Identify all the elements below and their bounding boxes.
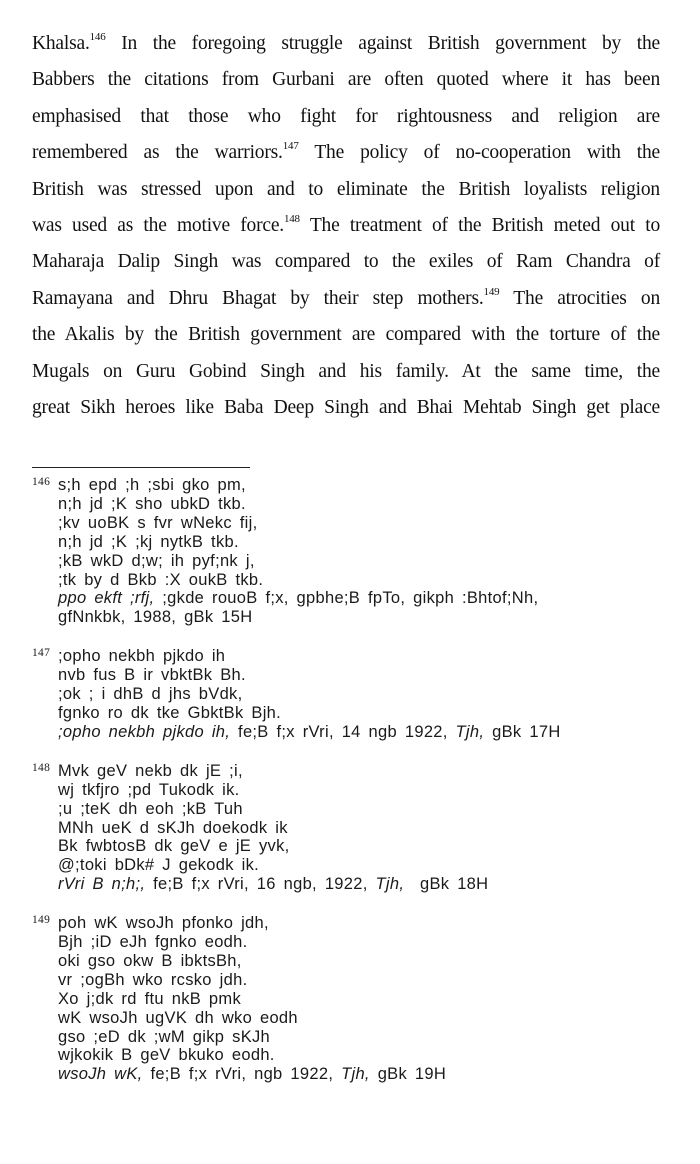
body-text-segment: The treatment of the British meted out to: [299, 214, 660, 236]
footnote-reference[interactable]: 149: [483, 285, 500, 298]
body-text-segment: Maharaja Dalip Singh was compared to the exiles of Ram Chandra of: [32, 251, 660, 273]
footnote-line: fgnko ro dk tke GbktBk Bjh.: [58, 703, 282, 722]
body-line: [32, 208, 660, 244]
footnote-divider: [32, 467, 250, 468]
body-text-segment: remembered as the warriors.: [32, 142, 283, 164]
footnote-line: nvb fus B ir vbktBk Bh.: [58, 666, 246, 685]
body-line: [32, 281, 660, 317]
citation-title: ppo ekft ;rfj,: [58, 589, 155, 608]
body-text-segment: was used as the motive force.: [32, 214, 284, 236]
footnote-line: n;h jd ;K ;kj nytkB tkb.: [58, 532, 239, 551]
body-line: [32, 62, 660, 98]
footnote-line: ;kB wkD d;w; ih pyf;nk j,: [58, 551, 255, 570]
body-paragraph: [32, 26, 660, 426]
body-line: [32, 99, 660, 135]
body-text-segment: the Akalis by the British government are compared with the torture of the: [32, 324, 660, 346]
citation-source: Tjh,: [341, 1065, 370, 1084]
footnote-citation-line: [58, 875, 692, 894]
footnote-line: Bjh ;iD eJh fgnko eodh.: [58, 933, 248, 952]
footnote-147: [32, 647, 692, 742]
body-line: [32, 317, 660, 353]
footnote-line: wK wsoJh ugVK dh wko eodh: [58, 1008, 298, 1027]
body-line: [32, 244, 660, 280]
body-line: [32, 390, 660, 426]
footnote-line: Xo j;dk rd ftu nkB pmk: [58, 989, 241, 1008]
citation-title: rVri B n;h;,: [58, 875, 146, 894]
citation-title: wsoJh wK,: [58, 1065, 143, 1084]
footnote-line: ;tk by d Bkb :X oukB tkb.: [58, 570, 264, 589]
body-text-segment: The policy of no-cooperation with the: [298, 142, 660, 164]
citation-details: ;gkde rouoB f;x, gpbhe;B fpTo, gikph :Bhtof;Nh,: [154, 589, 539, 608]
footnote-citation-line: [58, 723, 692, 742]
footnote-reference[interactable]: 147: [282, 140, 299, 153]
footnote-number: 147: [32, 647, 51, 660]
footnote-148: [32, 762, 692, 894]
footnote-line: ;opho nekbh pjkdo ih: [58, 647, 226, 666]
footnote-line: oki gso okw B ibktsBh,: [58, 951, 242, 970]
footnote-line: MNh ueK d sKJh doekodk ik: [58, 818, 288, 837]
footnote-line: ;kv uoBK s fvr wNekc fij,: [58, 513, 258, 532]
footnote-line: vr ;ogBh wko rcsko jdh.: [58, 970, 248, 989]
citation-page: gBk 19H: [369, 1065, 447, 1084]
body-text-segment: Ramayana and Dhru Bhagat by their step mothers.: [32, 287, 484, 309]
footnote-citation-line: [58, 1065, 692, 1084]
footnote-line: wj tkfjro ;pd Tukodk ik.: [58, 780, 240, 799]
footnote-line: ;ok ; i dhB d jhs bVdk,: [58, 685, 243, 704]
footnote-reference[interactable]: 146: [89, 31, 106, 43]
citation-source: Tjh,: [375, 875, 405, 894]
body-line: [32, 172, 660, 208]
footnote-line: ;u ;teK dh eoh ;kB Tuh: [58, 799, 243, 818]
body-text-segment: Mugals on Guru Gobind Singh and his family. At the same time, the: [32, 360, 660, 382]
footnote-line: s;h epd ;h ;sbi gko pm,: [58, 476, 246, 494]
footnote-line: Bk fwbtosB dk geV e jE yvk,: [58, 837, 290, 856]
footnote-number: 148: [32, 761, 51, 774]
citation-page: gBk 17H: [484, 722, 561, 741]
footnote-number: 146: [32, 476, 51, 488]
body-text-segment: great Sikh heroes like Baba Deep Singh and Bhai Mehtab Singh get place: [32, 396, 660, 418]
footnote-citation-line: [58, 589, 692, 608]
citation-title: ;opho nekbh pjkdo ih,: [58, 722, 231, 741]
footnotes-section: [32, 476, 692, 1104]
footnote-146: [32, 476, 692, 627]
citation-details: fe;B f;x rVri, 16 ngb, 1922,: [145, 875, 376, 894]
footnote-number: 149: [32, 914, 51, 927]
footnote-reference[interactable]: 148: [283, 212, 300, 225]
body-text-segment: Khalsa.: [32, 33, 90, 54]
footnote-line: poh wK wsoJh pfonko jdh,: [58, 914, 269, 933]
body-text-segment: British was stressed upon and to eliminate the British loyalists religion: [32, 178, 660, 200]
footnote-line: Mvk geV nekb dk jE ;i,: [58, 761, 243, 780]
citation-details: fe;B f;x rVri, 14 ngb 1922,: [230, 722, 456, 741]
citation-page: gBk 18H: [404, 875, 489, 894]
citation-details: fe;B f;x rVri, ngb 1922,: [142, 1065, 342, 1084]
footnote-line: gso ;eD dk ;wM gikp sKJh: [58, 1027, 271, 1046]
footnote-149: [32, 914, 692, 1084]
body-text-segment: In the foregoing struggle against British government by the: [105, 33, 660, 54]
body-line: [32, 26, 660, 62]
body-line: [32, 135, 660, 171]
body-line: [32, 354, 660, 390]
body-text-segment: The atrocities on: [499, 287, 660, 309]
body-text-segment: Babbers the citations from Gurbani are often quoted where it has been: [32, 69, 660, 91]
body-text-segment: emphasised that those who fight for rightousness and religion are: [32, 105, 660, 127]
footnote-line: @;toki bDk# J gekodk ik.: [58, 856, 260, 875]
footnote-line: wjkokik B geV bkuko eodh.: [58, 1046, 275, 1065]
citation-source: Tjh,: [455, 722, 485, 741]
footnote-line: n;h jd ;K sho ubkD tkb.: [58, 494, 246, 513]
footnote-line: gfNnkbk, 1988, gBk 15H: [58, 608, 253, 627]
